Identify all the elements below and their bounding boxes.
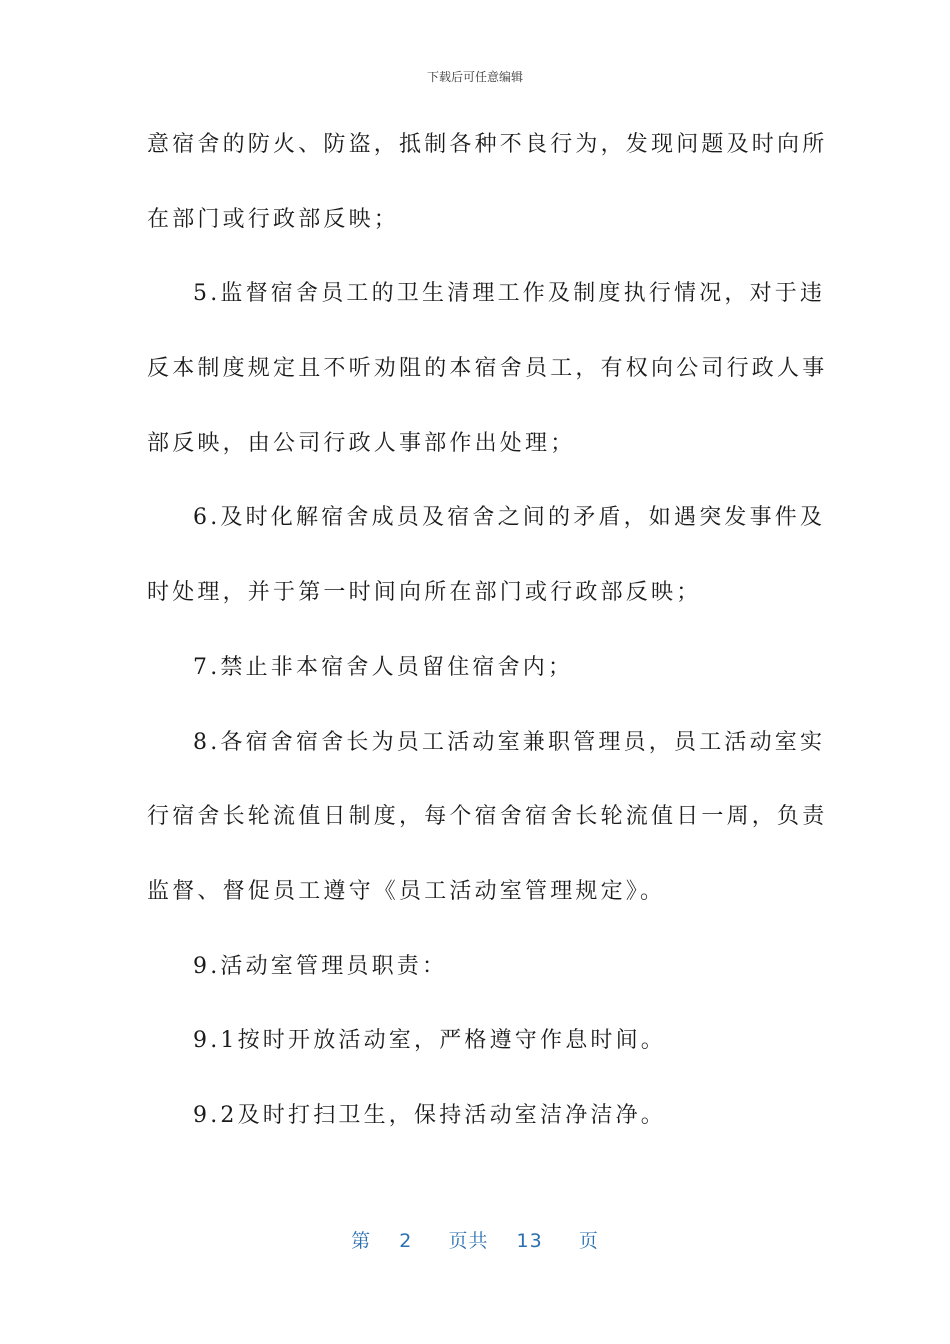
footer-total-pages: 13 <box>516 1230 543 1252</box>
footer-prefix: 第 <box>351 1230 372 1252</box>
paragraph-line: 6.及时化解宿舍成员及宿舍之间的矛盾，如遇突发事件及 <box>193 505 826 531</box>
page-footer <box>0 1226 950 1253</box>
paragraph-line: 部反映，由公司行政人事部作出处理； <box>147 430 576 456</box>
paragraph-line: 8.各宿舍宿舍长为员工活动室兼职管理员，员工活动室实 <box>193 729 826 755</box>
page-header: 下载后可任意编辑 <box>426 70 523 84</box>
paragraph-line: 7.禁止非本宿舍人员留住宿舍内； <box>193 654 574 680</box>
paragraph-line: 9.2及时打扫卫生，保持活动室洁净洁净。 <box>193 1102 666 1128</box>
paragraph-line: 9.活动室管理员职责： <box>193 953 448 979</box>
paragraph-line: 反本制度规定且不听劝阻的本宿舍员工，有权向公司行政人事 <box>147 356 828 382</box>
paragraph-line: 在部门或行政部反映； <box>147 206 400 232</box>
paragraph-line: 监督、督促员工遵守《员工活动室管理规定》。 <box>147 878 666 904</box>
paragraph-line: 行宿舍长轮流值日制度，每个宿舍宿舍长轮流值日一周，负责 <box>147 804 828 830</box>
paragraph-line: 时处理，并于第一时间向所在部门或行政部反映； <box>147 580 702 606</box>
document-body <box>147 125 828 1171</box>
paragraph-line: 9.1按时开放活动室，严格遵守作息时间。 <box>193 1028 666 1054</box>
paragraph-line: 意宿舍的防火、防盗，抵制各种不良行为，发现问题及时向所 <box>147 132 828 157</box>
footer-page-number: 2 <box>399 1230 413 1252</box>
footer-suffix: 页 <box>578 1230 599 1252</box>
paragraph-line: 5.监督宿舍员工的卫生清理工作及制度执行情况，对于违 <box>193 281 826 307</box>
footer-middle: 页共 <box>448 1230 489 1252</box>
